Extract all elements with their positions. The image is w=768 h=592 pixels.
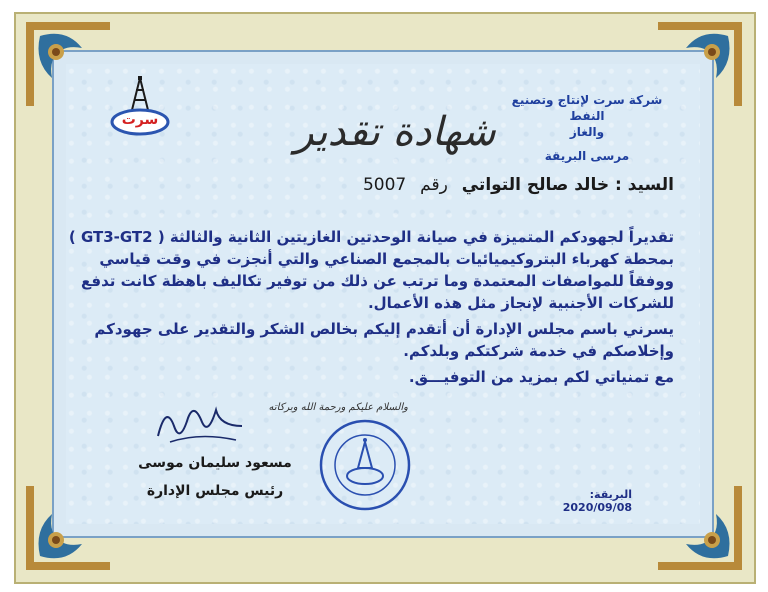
certificate-body: [54, 226, 674, 388]
employee-number-label: رقم: [420, 175, 448, 195]
date-value: 2020/09/08: [562, 501, 632, 514]
company-location: مرسى البريقة: [544, 149, 630, 163]
ornament-corner-icon: [654, 482, 746, 574]
logo-text: سرت: [121, 112, 159, 128]
body-paragraph: يسرني باسم مجلس الإدارة أن أتقدم إليكم بخالص الشكر والتقدير على جهودكم وإخلاصكم في خدمة شركتكم وبلدكم.: [94, 320, 674, 360]
company-name: شركة سرت لإنتاج وتصنيع النفط: [511, 93, 663, 123]
company-seal-icon: [318, 418, 412, 512]
oil-derrick-logo-icon: [108, 74, 172, 144]
company-header: [502, 92, 672, 164]
signer-name: مسعود سليمان موسى: [138, 455, 292, 471]
ornament-corner-icon: [22, 18, 114, 110]
ornament-corner-icon: [22, 482, 114, 574]
certificate-title: شهادة تقدير: [294, 109, 496, 155]
recipient-name: خالد صالح التواتي: [461, 175, 610, 195]
signer-block: [130, 452, 300, 502]
signature-icon: [150, 396, 250, 456]
recipient-line: [154, 175, 674, 195]
employee-number: 5007: [362, 175, 407, 195]
signer-role: رئيس مجلس الإدارة: [146, 483, 284, 499]
company-name-continued: والغاز: [569, 125, 605, 139]
date-label: البريقة:: [589, 488, 632, 501]
body-paragraph: مع تمنياتي لكم بمزيد من التوفيـــق.: [408, 368, 674, 386]
recipient-label: السيد :: [615, 175, 674, 195]
closing-greeting: والسلام عليكم ورحمة الله وبركاته: [268, 402, 408, 413]
body-paragraph: تقديراً لجهودكم المتميزة في صيانة الوحدتين الغازيتين الثانية والثالثة ( GT3-GT2 ) بمحطة كهرباء البتروكيميائيات بالمجمع الصناعي والتي أنجزت في وقت قياسي ووفقاً للمواصفات المعتمدة وما ترتب عن ذلك من توفير تكاليف باهظة كانت تدفع للشركات الأجنبية لإنجاز مثل هذه الأعمال.: [68, 228, 674, 312]
issue-date: [520, 488, 632, 514]
